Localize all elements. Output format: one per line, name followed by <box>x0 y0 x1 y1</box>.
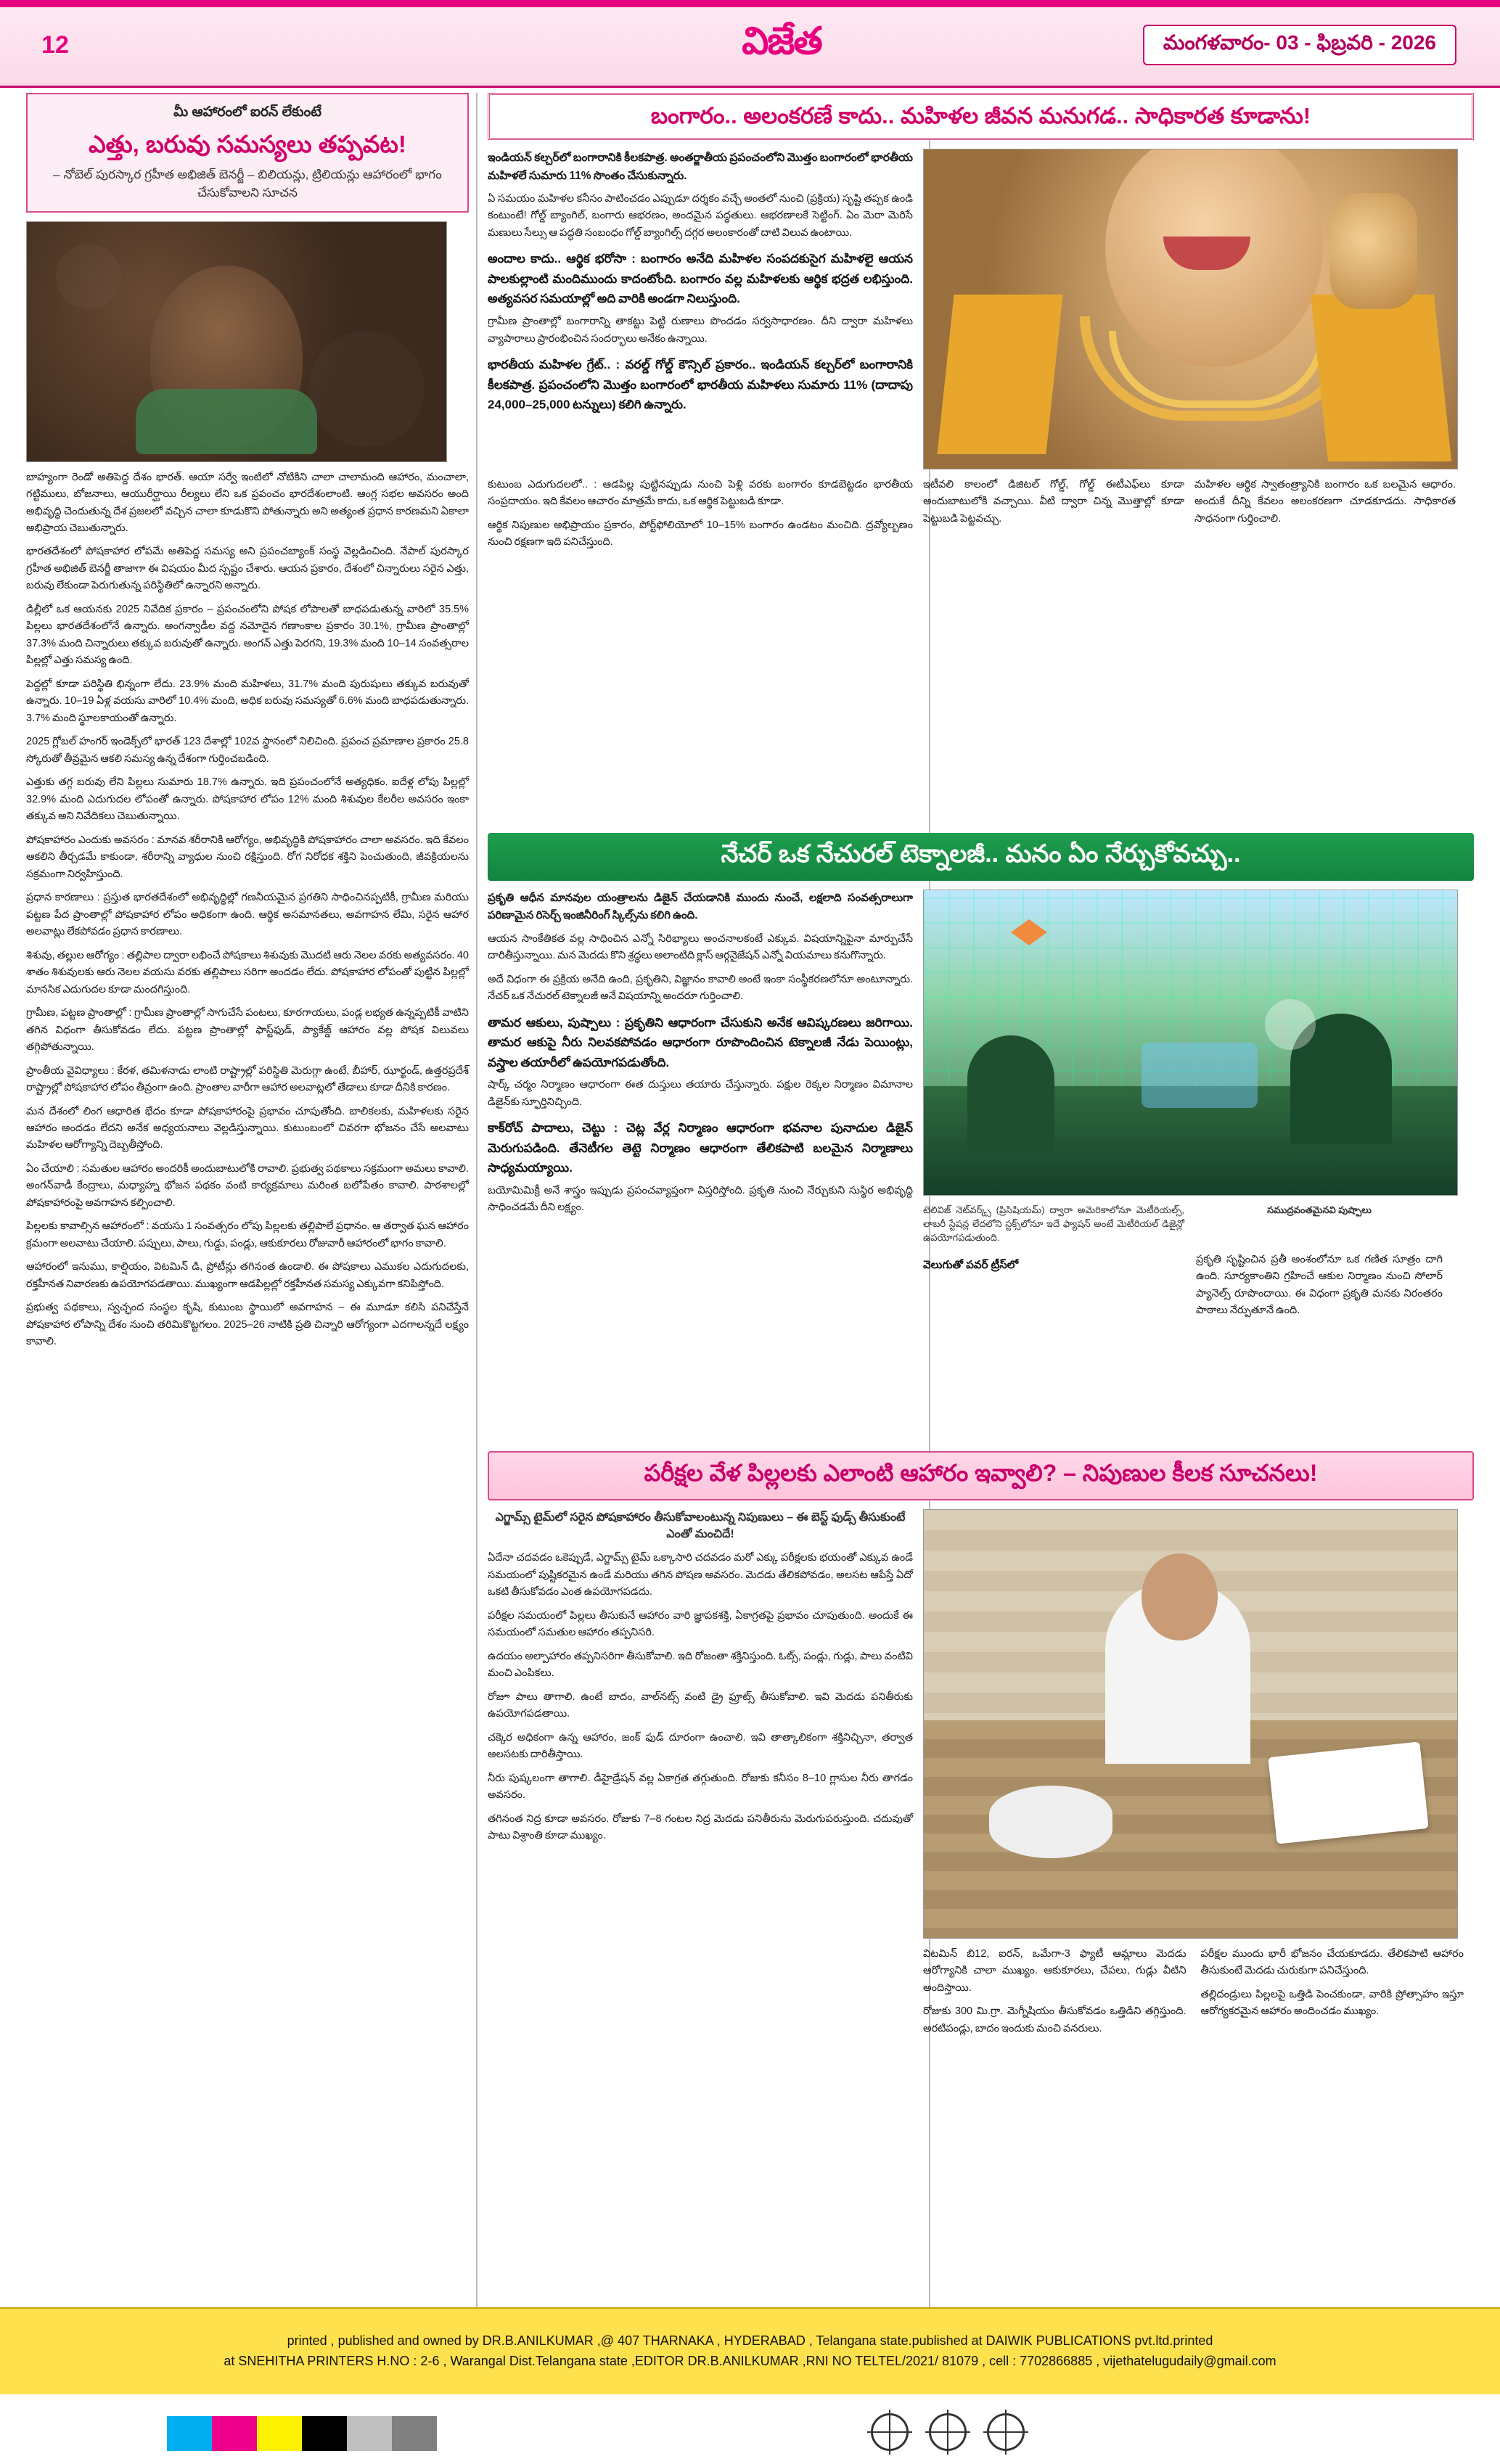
swatch <box>212 2416 257 2451</box>
nature-circuit-forest-photo <box>923 890 1458 1196</box>
paragraph: ఎత్తుకు తగ్గ బరువు లేని పిల్లలు సుమారు 18.7% ఉన్నారు. ఇది ప్రపంచంలోనే అత్యధికం. ఐదేళ్ల లోపు పిల్లల్లో 32.9% మంది ఎదుగుదల లోపంతో ఉన్నారు. పోషకాహార లోపం 12% మంది శిశువుల కేలరీల అవసరం ఇంకా తక్కువ అని నివేదికలు చెబుతున్నాయి. <box>26 776 469 823</box>
paragraph: ఆయన సాంకేతికత వల్ల సాధించిన ఎన్నో సిరిభ్యాలు అంచనాలకంటే ఎక్కువ. విషయాన్నిపైనా మార్పుచేసే దారితీస్తున్నాయి. మన మెదడు కొని శ్రద్ధలు అలాంటిది క్లాస్ ఆర్గనైజేషన్ ఎన్నో వియమాలు కనుగొన్నారు. <box>488 932 913 962</box>
column-left <box>26 93 469 1358</box>
paragraph: నీరు పుష్కలంగా తాగాలి. డీహైడ్రేషన్ వల్ల ఏకాగ్రత తగ్గుతుంది. రోజుకు కనీసం 8–10 గ్లాసుల నీరు తాగడం అవసరం. <box>488 1772 913 1802</box>
footer-line-1: printed , published and owned by DR.B.ANILKUMAR ,@ 407 THARNAKA , HYDERABAD , Telangana state.published at DAIWIK PUBLICATIONS pvt.ltd.printed <box>287 2333 1213 2349</box>
paragraph: ఆహారంలో ఇనుము, కాల్షియం, విటమిన్ డి, ప్రోటీన్లు తగినంత ఉండాలి. ఈ పోషకాలు ఎముకల ఎదుగుదలకు, రక్తహీనత నివారణకు ఉపయోగపడతాయి. ముఖ్యంగా ఆడపిల్లల్లో రక్తహీనత సమస్య ఎక్కువగా కనిపిస్తోంది. <box>26 1261 469 1290</box>
paragraph: ఏదేనా చదవడం ఒకెప్పుడే, ఎగ్జామ్స్ టైమ్ ఒక్కాసారి చదవడం మరో ఎక్కు పరీక్షలకు భయంతో ఎక్కువ ఉండే సమయంలో పుష్టికరమైన ఉండే మరియు తగిన పోషణ అవసరం. మెదడు తేలికపోవడం, అలసట ఆపేస్తే ఏదో ఒకటి తీసుకోవడం ఎంత ఉపయోగపడదు. <box>488 1552 913 1598</box>
student-studying-with-food-photo <box>923 1509 1458 1939</box>
masthead <box>0 0 1500 88</box>
article-3-subhead-2: కాక్‌రోచ్ పాదాలు, చెట్టు : చెట్ల వేర్ల నిర్మాణం ఆధారంగా భవనాల పునాదుల డిజైన్ మెరుగుపడింది. తేనెటీగల తెట్టె నిర్మాణం ఆధారంగా తేలికపాటి బలమైన నిర్మాణాలు సాధ్యమయ్యాయి. <box>488 1121 913 1175</box>
registration-mark <box>929 2413 967 2451</box>
paragraph: చక్కెర అధికంగా ఉన్న ఆహారం, జంక్ ఫుడ్ దూరంగా ఉంచాలి. ఇవి తాత్కాలికంగా శక్తినిచ్చినా, తర్వాత అలసటకు దారితీస్తాయి. <box>488 1731 913 1761</box>
paragraph: 2025 గ్లోబల్ హంగర్ ఇండెక్స్‌లో భారత్ 123 దేశాల్లో 102వ స్థానంలో నిలిచింది. ప్రపంచ ప్రమాణాల ప్రకారం 25.8 స్కోరుతో తీవ్రమైన ఆకలి సమస్య ఉన్న దేశంగా గుర్తించబడింది. <box>26 736 469 765</box>
paragraph: తగినంత నిద్ర కూడా అవసరం. రోజుకు 7–8 గంటల నిద్ర మెదడు పనితీరును మెరుగుపరుస్తుంది. చదువుతో పాటు విశ్రాంతి కూడా ముఖ్యం. <box>488 1812 913 1842</box>
paragraph: తల్లిదండ్రులు పిల్లలపై ఒత్తిడి పెంచకుండా, వారికి ప్రోత్సాహం ఇస్తూ ఆరోగ్యకరమైన ఆహారం అందించడం ముఖ్యం. <box>1200 1988 1464 2018</box>
registration-mark <box>871 2413 909 2451</box>
article-4-deck: ఎగ్జామ్స్ టైమ్‌లో సరైన పోషకాహారం తీసుకోవాలంటున్న నిపుణులు – ఈ బెస్ట్ ఫుడ్స్ తీసుకుంటే ఎంతో మంచిదే! <box>495 1511 906 1541</box>
registration-marks <box>871 2413 1025 2451</box>
article-2-headline-box <box>488 93 1474 140</box>
paragraph: ఉదయం అల్పాహారం తప్పనిసరిగా తీసుకోవాలి. ఇది రోజంతా శక్తినిస్తుంది. ఓట్స్, పండ్లు, గుడ్లు, పాలు వంటివి మంచి ఎంపికలు. <box>488 1650 913 1680</box>
paragraph: పరీక్షల సమయంలో పిల్లలు తీసుకునే ఆహారం వారి జ్ఞాపకశక్తి, ఏకాగ్రతపై ప్రభావం చూపుతుంది. అందుకే ఈ సమయంలో సమతుల ఆహారం తప్పనిసరి. <box>488 1609 913 1639</box>
paragraph: ఆర్థిక నిపుణుల అభిప్రాయం ప్రకారం, పోర్ట్‌ఫోలియోలో 10–15% బంగారం ఉండటం మంచిది. ద్రవ్యోల్బణం నుంచి రక్షణగా ఇది పనిచేస్తుంది. <box>488 519 913 549</box>
footer-line-2: at SNEHITHA PRINTERS H.NO : 2-6 , Warangal Dist.Telangana state ,EDITOR DR.B.ANILKUMAR ,RNI NO TELTEL/2021/ 81079 , cell : 7702866885 , vijethatelugudaily@gmail.com <box>224 2354 1276 2368</box>
paragraph: మన దేశంలో లింగ ఆధారిత భేదం కూడా పోషకాహారంపై ప్రభావం చూపుతోంది. బాలికలకు, మహిళలకు సరైన ఆహారం అందడం లేదని అనేక అధ్యయనాలు వెల్లడిస్తున్నాయి. కుటుంబంలో చివరగా భోజనం చేసే అలవాటు మహిళల ఆరోగ్యాన్ని దెబ్బతీస్తోంది. <box>26 1105 469 1151</box>
paragraph: బయోమిమిక్రీ అనే శాస్త్రం ఇప్పుడు ప్రపంచవ్యాప్తంగా విస్తరిస్తోంది. ప్రకృతి నుంచి నేర్చుకుని సుస్థిర అభివృద్ధి సాధించడమే దీని లక్ష్యం. <box>488 1184 913 1214</box>
logo-text: విజేత <box>742 20 821 62</box>
paragraph: విటమిన్ బి12, ఐరన్, ఒమేగా-3 ఫ్యాటీ ఆమ్లాలు మెదడు ఆరోగ్యానికి చాలా ముఖ్యం. ఆకుకూరలు, చేపలు, గుడ్లు వీటిని అందిస్తాయి. <box>923 1948 1187 1994</box>
article-4 <box>488 1451 1474 2037</box>
print-colorbar <box>0 2394 1500 2464</box>
paragraph: అదే విధంగా ఈ ప్రక్రియ అనేది ఉంది, ప్రకృతిని, విజ్ఞానం కావాలి అంటే ఇంకా సంస్థీకరణలోనూ అంటూన్నారు. నేచర్ ఒక నేచురల్ టెక్నాలజీ అనే విషయాన్ని అందరూ గుర్తించాలి. <box>488 973 913 1003</box>
paragraph: పిల్లలకు కావాల్సిన ఆహారంలో : వయసు 1 సంవత్సరం లోపు పిల్లలకు తల్లిపాలే ప్రధానం. ఆ తర్వాత ఘన ఆహారం క్రమంగా అలవాటు చేయాలి. పప్పులు, పాలు, గుడ్డు, పండ్లు, ఆకుకూరలు రోజువారీ ఆహారంలో భాగం కావాలి. <box>26 1220 469 1249</box>
article-1-kicker: మీ ఆహారంలో ఐరన్ లేకుంటే <box>173 104 321 120</box>
article-3-side-paragraph: ప్రకృతి సృష్టించిన ప్రతీ అంశంలోనూ ఒక గణిత సూత్రం దాగి ఉంది. సూర్యకాంతిని గ్రహించే ఆకుల నిర్మాణం నుంచి సోలార్ ప్యానెల్స్ రూపొందాయి. ఈ విధంగా ప్రకృతి మనకు నిరంతరం పాఠాలు నేర్పుతూనే ఉంది. <box>1196 1254 1443 1317</box>
swatch <box>392 2416 437 2451</box>
paragraph: షార్క్ చర్మం నిర్మాణం ఆధారంగా ఈత దుస్తులు తయారు చేస్తున్నారు. పక్షుల రెక్కల నిర్మాణం విమానాల డిజైన్‌కు స్ఫూర్తినిచ్చింది. <box>488 1079 913 1108</box>
paragraph: రోజుకు 300 మి.గ్రా. మెగ్నీషియం తీసుకోవడం ఒత్తిడిని తగ్గిస్తుంది. అరటిపండ్లు, బాదం ఇందుకు మంచి వనరులు. <box>923 2005 1187 2034</box>
article-1-header <box>26 93 469 213</box>
article-3-intro: ప్రకృతి ఆధీన మానవుల యంత్రాలను డిజైన్ చేయడానికి ముందు నుంచే, లక్షలాది సంవత్సరాలుగా పరిణామైన రిసెర్చ్ ఇంజినీరింగ్ స్కిల్స్‌ను కలిగి ఉంది. <box>488 892 913 922</box>
swatch <box>167 2416 212 2451</box>
color-swatches <box>167 2416 437 2451</box>
article-2-headline: బంగారం.. అలంకరణే కాదు.. మహిళల జీవన మనుగడ.. సాధికారత కూడాను! <box>650 103 1311 128</box>
article-2 <box>488 93 1474 558</box>
paragraph: ఏం చేయాలి : సమతుల ఆహారం అందరికీ అందుబాటులోకి రావాలి. ప్రభుత్వ పథకాలు సక్రమంగా అమలు కావాలి. అంగన్‌వాడీ కేంద్రాలు, మధ్యాహ్న భోజన పథకం వంటి కార్యక్రమాలు మరింత బలోపేతం కావాలి. పాఠశాలల్లో పోషకాహారంపై అవగాహన కల్పించాలి. <box>26 1162 469 1209</box>
article-3-subhead-1: తామర ఆకులు, పుష్పాలు : ప్రకృతిని ఆధారంగా చేసుకుని అనేక ఆవిష్కరణలు జరిగాయి. తామర ఆకుపై నీరు నిలవకపోవడం ఆధారంగా రూపొందించిన టెక్నాలజీ నేడు పెయింట్లు, వస్త్రాల తయారీలో ఉపయోగపడుతోంది. <box>488 1015 913 1069</box>
paragraph: బాహ్యంగా రెండో అతిపెద్ద దేశం భారత్. ఆయా సర్వే ఇంటిలో నోటికిని చాలా చాలామంది ఆహారం, మంచాలా, గట్టిములు, బోజనాలు, ఆయురీర్ఘాయి రీల్యలు లేని ఒక ప్రపంచం భారదేశంలాంటి. ఆంగ్ల సభల అవసరం అంది అభివృద్ధి చెందుతున్న దేశ ప్రజలలో వచ్చిన చాలా కూడుకొని పోతున్నారు అని అత్యంత ప్రధాన కారణమని ఏకాలా అభిప్రాయ చెబుతున్నారు. <box>26 471 469 534</box>
publication-logo <box>698 15 865 77</box>
article-1-body <box>26 469 469 1351</box>
article-3-subhead-3: వెలుగుతో పవర్ ట్రీస్‌లో <box>923 1259 1019 1271</box>
article-2-subhead-2: భారతీయ మహిళల గ్రేట్.. : వరల్డ్ గోల్డ్ కౌన్సిల్ ప్రకారం.. ఇండియన్ కల్చర్‌లో బంగారానికి కీలకపాత్ర. ప్రపంచంలోని మొత్తం బంగారంలో భారతీయ మహిళలు సుమారు 11% (దాదాపు 24,000–25,000 టన్నులు) కలిగి ఉన్నారు. <box>488 357 913 412</box>
article-4-headline: పరీక్షల వేళ పిల్లలకు ఎలాంటి ఆహారం ఇవ్వాలి? – నిపుణుల కీలక సూచనలు! <box>488 1451 1474 1500</box>
paragraph: ప్రాంతీయ వైవిధ్యాలు : కేరళ, తమిళనాడు లాంటి రాష్ట్రాల్లో పరిస్థితి మెరుగ్గా ఉంటే, బీహార్, ఝార్ఖండ్, ఉత్తరప్రదేశ్ రాష్ట్రాల్లో పోషకాహార లోపం తీవ్రంగా ఉంది. ప్రాంతాల వారీగా ఆహార అలవాట్లలో తేడాలు కూడా దీనికి కారణం. <box>26 1064 469 1094</box>
article-3-headline: నేచర్ ఒక నేచురల్ టెక్నాలజీ.. మనం ఏం నేర్చుకోవచ్చు.. <box>488 833 1474 881</box>
paragraph: శిశువు, తల్లుల ఆరోగ్యం : తల్లిపాల ద్వారా లభించే పోషకాలు శిశువుకు మొదటి ఆరు నెలల వరకు అత్యవసరం. 40 శాతం శిశువులకు ఆరు నెలల వయసు వరకు తల్లిపాలు సరిగా అందడం లేదు. పోషకాహార లోపంతో పుట్టిన పిల్లల్లో మానసిక ఎదుగుదల కూడా మందగిస్తుంది. <box>26 949 469 995</box>
article-1-headline: ఎత్తు, బరువు సమస్యలు తప్పవట! <box>89 131 406 157</box>
article-3-caption-2: సముద్రవంతమైనవి పుష్పాలు <box>1267 1204 1372 1215</box>
swatch <box>257 2416 302 2451</box>
paragraph: గ్రామీణ, పట్టణ ప్రాంతాల్లో : గ్రామీణ ప్రాంతాల్లో సాగుచేసే పంటలు, కూరగాయలు, పండ్ల లభ్యత ఉన్నప్పటికీ వాటిని తగిన విధంగా తీసుకోవడం లేదు. పట్టణ ప్రాంతాల్లో ఫాస్ట్‌ఫుడ్, ప్యాకేజ్డ్ ఆహారం వల్ల పోషక విలువలు తగ్గిపోతున్నాయి. <box>26 1007 469 1054</box>
paragraph: ప్రభుత్వ పథకాలు, స్వచ్ఛంద సంస్థల కృషి, కుటుంబ స్థాయిలో అవగాహన – ఈ మూడూ కలిసి పనిచేస్తేనే పోషకాహార లోపాన్ని దేశం నుంచి తరిమికొట్టగలం. 2025–26 నాటికి ప్రతి చిన్నారి ఆరోగ్యంగా ఎదగాలన్నదే లక్ష్యం కావాలి. <box>26 1302 469 1348</box>
paragraph: గ్రామీణ ప్రాంతాల్లో బంగారాన్ని తాకట్టు పెట్టి రుణాలు పొందడం సర్వసాధారణం. దీని ద్వారా మహిళలు వ్యాపారాలు ప్రారంభించిన సందర్భాలు అనేకం ఉన్నాయి. <box>488 316 913 345</box>
paragraph: డిల్లీలో ఒక ఆయనకు 2025 నివేదిక ప్రకారం – ప్రపంచంలోని పోషక లోపాలతో బాధపడుతున్న వారిలో 35.5% పిల్లలు భారతదేశంలోనే ఉన్నారు. అంగన్వాడీల వద్ద నమోదైన గణాంకాల ప్రకారం 30.1%, గ్రామీణ ప్రాంతాల్లో 37.3% మంది చిన్నారులు తక్కువ బరువుతో ఉన్నారు. అంగన్ ఎత్తు పెరగని, 19.3% మంది 10–14 సంవత్సరాల పిల్లల్లో ఎత్తు సమస్య ఉంది. <box>26 603 469 667</box>
paragraph: ప్రధాన కారణాలు : ప్రస్తుత భారతదేశంలో అభివృద్ధిల్లో గణనీయమైన ప్రగతిని సాధించినప్పటికీ, గ్రామీణ మరియు పట్టణ పేద ప్రాంతాల్లో పోషకాహార లోపం అధికంగా ఉంది. ఆర్థిక అసమానతలు, అవగాహన లేమి, సరైన ఆహార అలవాట్లు లేకపోవడం ప్రధాన కారణాలు. <box>26 892 469 938</box>
paragraph: మహిళల ఆర్థిక స్వాతంత్ర్యానికి బంగారం ఒక బలమైన ఆధారం. అందుకే దీన్ని కేవలం అలంకరణగా చూడకూడదు. సాధికారత సాధనంగా గుర్తించాలి. <box>1194 478 1456 525</box>
swatch <box>302 2416 347 2451</box>
child-eating-photo <box>26 221 447 462</box>
registration-mark <box>987 2413 1025 2451</box>
column-divider-1 <box>476 93 478 2328</box>
paragraph: రోజూ పాలు తాగాలి. ఉంటే బాదం, వాల్‌నట్స్ వంటి డ్రై ఫ్రూట్స్ తీసుకోవాలి. ఇవి మెదడు పనితీరుకు ఉపయోగపడతాయి. <box>488 1691 913 1720</box>
paragraph: కుటుంబ ఎదుగుదలలో.. : ఆడపిల్ల పుట్టినప్పుడు నుంచి పెళ్లి వరకు బంగారం కూడబెట్టడం భారతీయ సంప్రదాయం. ఇది కేవలం ఆచారం మాత్రమే కాదు, ఒక ఆర్థిక పెట్టుబడి కూడా. <box>488 478 913 508</box>
publication-footer <box>0 2307 1500 2394</box>
article-2-intro: ఇండియన్ కల్చర్‌లో బంగారానికి కీలకపాత్ర. అంతర్జాతీయ ప్రపంచంలోని మొత్తం బంగారంలో భారతీయ మహిళలే సుమారు 11% సొంతం చేసుకున్నారు. <box>488 151 913 182</box>
paragraph: భారతదేశంలో పోషకాహార లోపమే అతిపెద్ద సమస్య అని ప్రపంచబ్యాంక్ సంస్థ వెల్లడించింది. నేపాల్ పురస్కార గ్రహీత అభిజిత్ బెనర్జీ తాజాగా ఈ విషయం మీద స్పష్టం చేశారు. ఆయన ప్రకారం, దేశంలో చిన్నారులు సరైన ఎత్తు, బరువు లేకుండా పెరుగుతున్న పరిస్థితిలో ఉన్నారని అన్నారు. <box>26 546 469 592</box>
article-2-subhead-1: అందాల కాదు.. ఆర్థిక భరోసా : బంగారం అనేది మహిళల సంపదకుసైగ మహిళలై ఆయన పాలకుల్లాంటి మందిముందు కాదంటోంది. బంగారం వల్ల మహిళలకు ఆర్థిక భద్రత లభిస్తుంది. అత్యవసర సమయాల్లో అది వారికి అండగా నిలుస్తుంది. <box>488 252 913 306</box>
paragraph: ఏ సమయం మహిళల కనీసం పాటించడం ఎప్పుడూ దర్శకం వచ్చే అంతలో నుంచి (ప్రక్రియ) సృష్టి తప్పక ఉండి కంటుంటే! గోల్డ్ బ్యాంగిల్, బంగారు ఆభరణం, అందమైన పద్ధతులు. ఆభరణాలకే సెట్టింగ్. ఏం మెరా మెరిసే మణులు సేల్సు ఆ పద్ధతి సంబంధం గోల్డ్ బ్యాంగిల్స్ దగ్గర అలంకారంతో దాటి విలువ ఉంటాయి. <box>488 192 913 239</box>
paragraph: పోషకాహారం ఎందుకు అవసరం : మానవ శరీరానికి ఆరోగ్యం, అభివృద్ధికి పోషకాహారం చాలా అవసరం. ఇది కేవలం ఆకలిని తీర్చడమే కాకుండా, శరీరాన్ని వ్యాధుల నుంచి రక్షిస్తుంది. రోగ నిరోధక శక్తిని పెంచుతుంది, జీవక్రియలను సక్రమంగా నిర్వహిస్తుంది. <box>26 834 469 880</box>
article-3-caption-1: టెలివిజ్ నెట్‌వర్క్స్ (ప్రిసిషియమ్) ద్వారా అమెరికాలోనూ మెటీరియల్స్, లాబరీ స్టేషన్ల లేదలోని స్టక్స్‌లోనూ ఇదే ఫ్యాషన్ అంటే మెటీరియల్ డిజైన్లో ఉపయోగపడుతుంది. <box>923 1204 1184 1243</box>
paragraph: ఇటీవలి కాలంలో డిజిటల్ గోల్డ్, గోల్డ్ ఈటీఎఫ్‌లు కూడా అందుబాటులోకి వచ్చాయి. వీటి ద్వారా చిన్న మొత్తాల్లో కూడా పెట్టుబడి పెట్టవచ్చు. <box>923 478 1184 525</box>
gold-jewellery-model-photo <box>923 149 1458 469</box>
article-3 <box>488 833 1474 1320</box>
swatch <box>347 2416 392 2451</box>
paragraph: పరీక్షల ముందు భారీ భోజనం చేయకూడదు. తేలికపాటి ఆహారం తీసుకుంటే మెదడు చురుకుగా పనిచేస్తుంది. <box>1200 1948 1464 1977</box>
issue-date: మంగళవారం- 03 - ఫిబ్రవరి - 2026 <box>1143 25 1456 65</box>
article-1-deck: – నోబెల్ పురస్కార గ్రహీత అభిజిత్ బెనర్జీ – బిలియన్లు, ట్రిలియన్లు ఆహారంలో భాగం చేసుకోవాలని సూచన <box>53 168 442 200</box>
page-number: 12 <box>41 30 69 59</box>
paragraph: పెద్దల్లో కూడా పరిస్థితి భిన్నంగా లేదు. 23.9% మంది మహిళలు, 31.7% మంది పురుషులు తక్కువ బరువుతో ఉన్నారు. 10–19 ఏళ్ల వయసు వారిలో 10.4% మంది, అధిక బరువు సమస్యతో 6.6% మంది బాధపడుతున్నారు. 3.7% మంది స్థూలకాయంతో ఉన్నారు. <box>26 678 469 724</box>
